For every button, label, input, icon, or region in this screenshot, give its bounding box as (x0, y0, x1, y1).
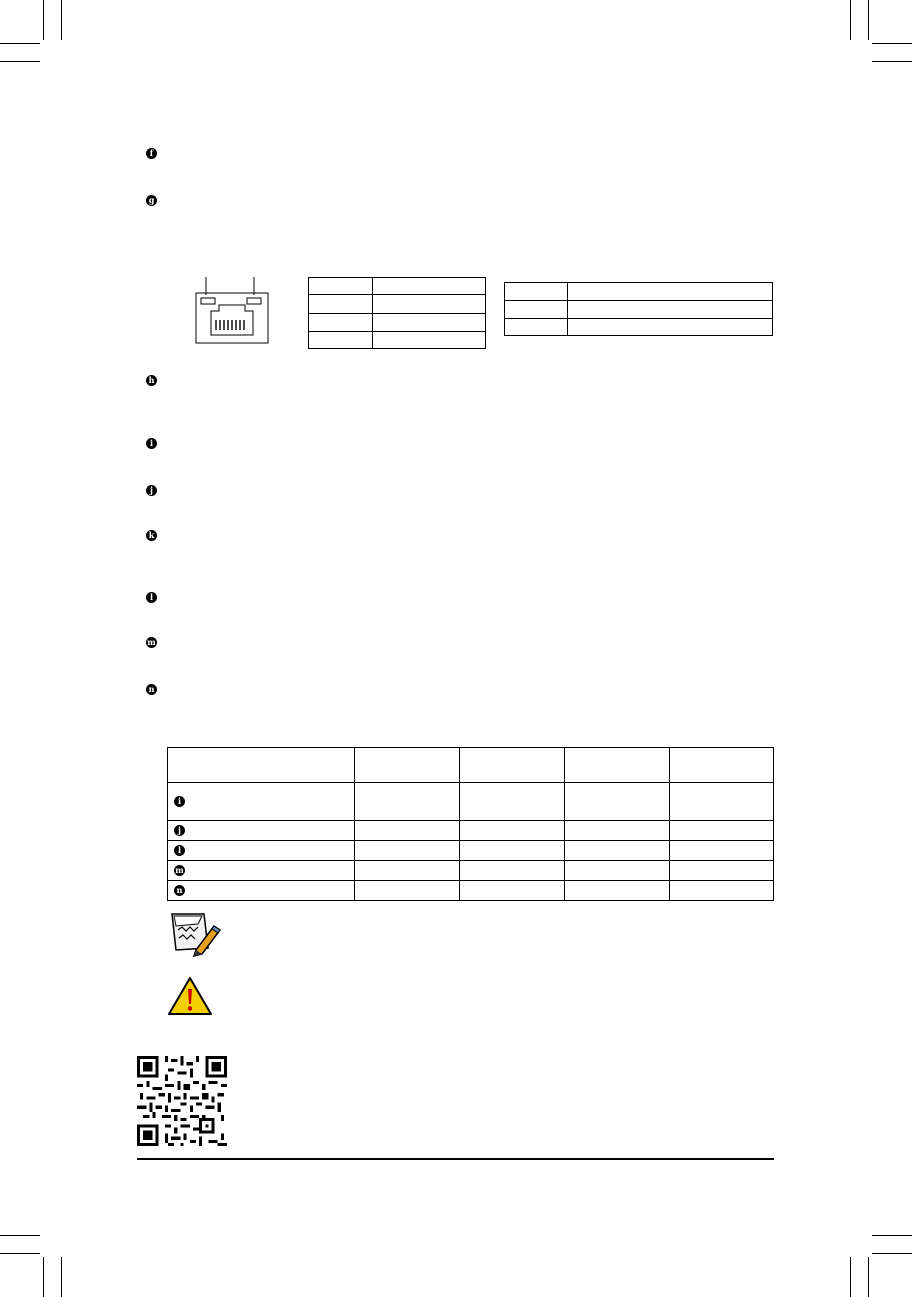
qr-code-icon (137, 1056, 227, 1146)
marker-g: g (146, 195, 157, 206)
row-marker-l: l (174, 845, 185, 856)
marker-i: i (146, 438, 157, 449)
rj45-lan-port-icon (193, 275, 273, 345)
crop-mark (0, 1253, 40, 1254)
table-row (168, 783, 774, 821)
crop-mark (0, 1235, 40, 1236)
crop-mark (872, 61, 912, 62)
table-row (505, 319, 773, 336)
warning-triangle-icon (166, 975, 214, 1017)
crop-mark (43, 1257, 44, 1297)
table-row (309, 314, 486, 332)
crop-mark (43, 0, 44, 40)
crop-mark (0, 43, 40, 44)
row-marker-n: n (174, 885, 185, 896)
led-table-left (308, 277, 486, 349)
marker-h: h (146, 375, 157, 386)
marker-n: n (146, 684, 157, 695)
table-row (168, 881, 774, 901)
pencil-note-icon (166, 910, 222, 958)
crop-mark (61, 0, 62, 40)
table-row (309, 278, 486, 295)
crop-mark (872, 43, 912, 44)
marker-f: f (146, 148, 157, 159)
crop-mark (868, 0, 869, 40)
table-header-row (168, 748, 774, 783)
port-config-table (167, 747, 774, 901)
table-row (309, 295, 486, 314)
table-row (168, 821, 774, 841)
marker-l: l (146, 592, 157, 603)
row-marker-j: j (174, 825, 185, 836)
crop-mark (850, 1257, 851, 1297)
crop-mark (872, 1235, 912, 1236)
table-row (505, 301, 773, 319)
crop-mark (872, 1253, 912, 1254)
row-marker-m: m (175, 864, 184, 875)
led-table-right (504, 282, 773, 336)
crop-mark (0, 61, 40, 62)
table-row (505, 283, 773, 301)
crop-mark (61, 1257, 62, 1297)
table-row (309, 332, 486, 349)
crop-mark (868, 1257, 869, 1297)
crop-mark (850, 0, 851, 40)
marker-m: m (147, 637, 156, 647)
marker-k: k (146, 530, 157, 541)
footer-rule (137, 1158, 774, 1160)
marker-j: j (146, 485, 157, 496)
row-marker-i: i (174, 796, 185, 807)
table-row (168, 841, 774, 861)
table-row (168, 861, 774, 881)
